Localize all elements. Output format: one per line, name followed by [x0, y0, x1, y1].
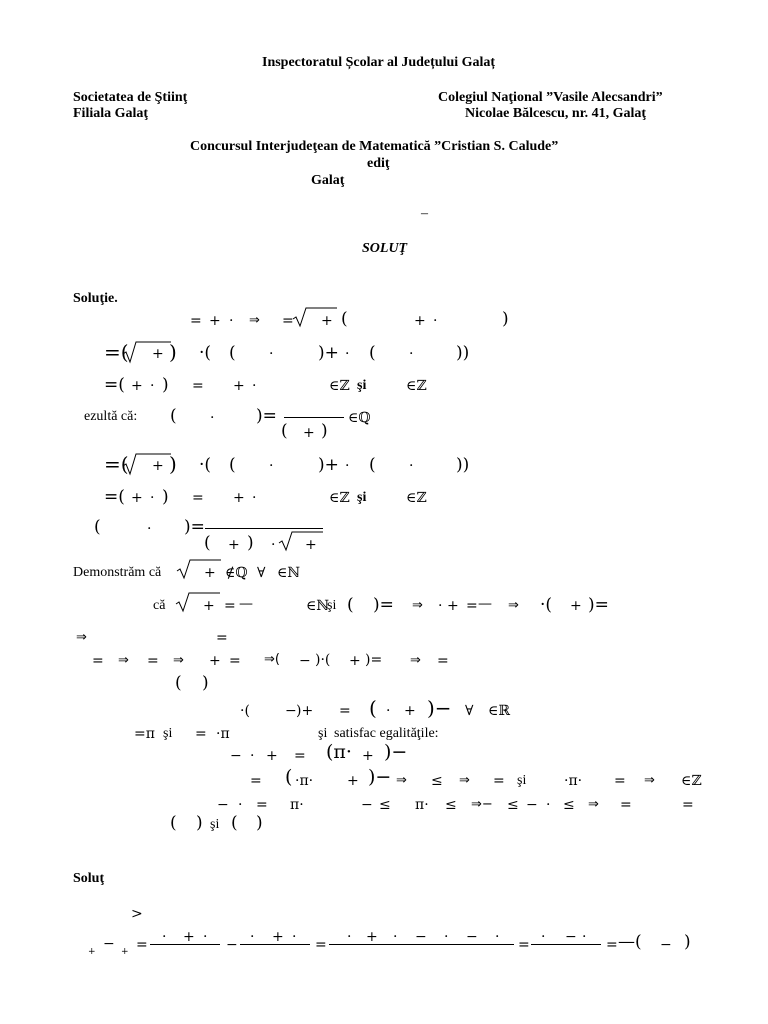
math-symbol: şi — [517, 773, 527, 788]
math-symbol: + — [272, 929, 284, 945]
math-symbol: ⇒ — [118, 653, 129, 668]
math-symbol: + — [321, 313, 333, 329]
math-symbol: + — [209, 653, 221, 669]
math-symbol: ⇒ — [644, 773, 655, 788]
math-symbol: ( — [369, 696, 377, 720]
math-symbol: =π — [134, 726, 155, 742]
math-symbol: · — [409, 346, 414, 362]
math-symbol: )− — [368, 766, 392, 788]
math-symbol: · — [150, 490, 155, 506]
contest-city: Galaţ — [311, 173, 345, 188]
math-symbol: ⇒( — [264, 652, 280, 667]
math-symbol: − — [217, 797, 229, 813]
math-symbol: + — [203, 598, 215, 614]
math-symbol: ≤ — [379, 797, 391, 813]
math-symbol: = — [620, 797, 632, 813]
solutions-title: SOLUŢ — [362, 241, 408, 256]
math-symbol: + — [233, 378, 245, 394]
math-symbol: ∈ℕ — [306, 598, 330, 614]
math-symbol: + — [347, 773, 359, 789]
math-symbol: − — [526, 797, 538, 813]
math-symbol: + — [404, 703, 416, 719]
math-symbol: că — [153, 598, 166, 613]
math-symbol: )+ — [318, 343, 339, 363]
math-symbol: — — [478, 596, 492, 612]
math-symbol: − — [103, 936, 115, 952]
math-symbol: − — [466, 929, 478, 945]
math-symbol: ≤ — [445, 797, 457, 813]
math-symbol: · — [210, 410, 215, 426]
math-symbol: ≤ — [563, 797, 575, 813]
math-symbol: ( — [170, 406, 177, 426]
sqrt-icon — [278, 530, 324, 552]
math-symbol: = — [190, 313, 202, 329]
math-symbol: ·π· — [564, 773, 583, 789]
math-symbol: + — [121, 947, 129, 957]
math-symbol: ) — [162, 487, 169, 507]
math-symbol: · — [541, 929, 546, 945]
math-symbol: = — [466, 598, 478, 614]
math-symbol: ( — [347, 595, 354, 615]
contest-title: Concursul Interjudeţean de Matematică ”Cristian S. Calude” — [190, 139, 559, 154]
inequality-symbol: > — [131, 906, 143, 922]
math-symbol: )= — [184, 517, 205, 537]
math-symbol: − — [230, 748, 242, 764]
math-symbol: ·( — [199, 343, 212, 363]
math-symbol: + — [152, 458, 164, 474]
math-symbol: = — [682, 797, 694, 813]
math-symbol: · — [409, 458, 414, 474]
math-symbol: ⇒− — [471, 797, 493, 812]
math-symbol: ( — [369, 455, 376, 475]
math-symbol: şi — [210, 817, 220, 832]
math-symbol: = — [493, 773, 505, 789]
math-symbol: · — [252, 378, 257, 394]
math-symbol: · — [250, 929, 255, 945]
math-symbol: − — [660, 937, 672, 953]
math-symbol: · — [150, 378, 155, 394]
math-symbol: ⇒ — [396, 773, 407, 788]
math-symbol: − — [415, 929, 427, 945]
math-symbol: )·( — [315, 652, 331, 668]
math-symbol: · — [347, 929, 352, 945]
math-symbol: π· — [415, 797, 429, 813]
math-symbol: · — [162, 929, 167, 945]
math-symbol: = — [147, 653, 159, 669]
math-symbol: ∈ℤ — [406, 490, 427, 506]
math-symbol: + — [183, 929, 195, 945]
math-symbol: − — [361, 797, 373, 813]
math-symbol: + — [209, 313, 221, 329]
math-symbol: = — [192, 490, 204, 506]
math-symbol: ) — [169, 340, 177, 364]
math-symbol: = — [315, 937, 327, 953]
math-symbol: şi — [163, 726, 173, 741]
math-symbol: · — [147, 521, 152, 537]
math-symbol: + — [447, 598, 459, 614]
math-symbol: = — [518, 937, 530, 953]
math-symbol: · — [229, 313, 234, 329]
math-symbol: ∈ℤ — [681, 773, 702, 789]
math-symbol: ∈ℤ — [406, 378, 427, 394]
math-symbol: · — [252, 490, 257, 506]
math-symbol: ∈ℚ — [348, 410, 371, 426]
sqrt-icon — [122, 340, 172, 364]
math-symbol: + — [414, 313, 426, 329]
math-symbol: =( — [104, 340, 129, 364]
math-symbol: · — [250, 748, 255, 764]
math-symbol: = — [339, 703, 351, 719]
math-symbol: · — [438, 598, 443, 614]
math-symbol: ⇒ — [76, 630, 87, 645]
math-symbol: ezultă că: — [84, 409, 138, 424]
math-symbol: − — [285, 703, 297, 719]
math-symbol: ) — [256, 813, 263, 833]
math-symbol: )) — [456, 455, 470, 475]
math-symbol: )= — [588, 595, 609, 615]
math-symbol: ⇒ — [508, 598, 519, 613]
grade-dash: – — [421, 206, 428, 221]
math-symbol: ( — [229, 343, 236, 363]
math-symbol: satisfac egalităţile: — [334, 726, 439, 741]
math-symbol: ) — [202, 673, 209, 693]
math-symbol: ) — [321, 421, 328, 441]
math-symbol: )= — [256, 406, 277, 426]
math-symbol: · — [386, 703, 391, 719]
math-symbol: şi — [318, 726, 328, 741]
math-symbol: ( — [94, 517, 101, 537]
math-symbol: = — [256, 797, 268, 813]
problem2-heading: Soluţ — [73, 871, 105, 886]
math-symbol: )+ — [318, 455, 339, 475]
math-symbol: ·( — [540, 595, 553, 615]
math-symbol: ) — [247, 533, 254, 553]
math-symbol: ·( — [240, 703, 250, 719]
math-symbol: )= — [373, 595, 394, 615]
math-symbol: = — [92, 653, 104, 669]
math-symbol: − — [299, 653, 311, 669]
math-symbol: · — [292, 929, 297, 945]
math-symbol: + — [303, 425, 315, 441]
math-symbol: ·( — [199, 455, 212, 475]
math-symbol: · — [238, 797, 243, 813]
math-symbol: ( — [369, 343, 376, 363]
inspectorate-title: Inspectoratul Școlar al Județului Galaț — [262, 55, 496, 70]
math-symbol: =( — [104, 452, 129, 476]
math-symbol: ( — [285, 766, 293, 788]
math-symbol: ( — [341, 309, 348, 329]
branch-name: Filiala Galaţ — [73, 106, 149, 121]
math-symbol: ⇒ — [412, 598, 423, 613]
math-symbol: )− — [427, 696, 452, 720]
math-symbol: = — [224, 598, 236, 614]
math-symbol: ⇒ — [459, 773, 470, 788]
math-symbol: ∈ℝ — [488, 703, 510, 719]
math-symbol: = — [250, 773, 262, 789]
math-symbol: · — [582, 929, 587, 945]
math-symbol: ·π — [216, 726, 230, 742]
math-symbol: − — [565, 929, 577, 945]
math-symbol: (π· — [326, 741, 352, 763]
math-symbol: = — [136, 937, 148, 953]
society-name: Societatea de Ştiinţ — [73, 90, 188, 105]
math-symbol: = — [282, 313, 294, 329]
math-symbol: ) — [169, 452, 177, 476]
math-symbol: ( — [229, 455, 236, 475]
problem1-heading: Soluţie. — [73, 291, 118, 306]
math-symbol: = — [192, 378, 204, 394]
math-symbol: ( — [231, 813, 238, 833]
math-symbol: ( — [281, 421, 288, 441]
math-symbol: ( — [175, 673, 182, 693]
math-symbol: = — [229, 653, 241, 669]
math-symbol: + — [233, 490, 245, 506]
math-symbol: ) — [684, 932, 691, 952]
math-symbol: + — [131, 378, 143, 394]
math-symbol: ( — [204, 533, 211, 553]
math-symbol: · — [269, 346, 274, 362]
math-symbol: ∈ℤ — [329, 378, 350, 394]
math-symbol: + — [362, 748, 374, 764]
college-address: Nicolae Bălcescu, nr. 41, Galaţ — [465, 106, 647, 121]
math-symbol: ⇒ — [410, 653, 421, 668]
math-symbol: ∀ — [465, 703, 474, 719]
math-symbol: · — [495, 929, 500, 945]
math-symbol: =( — [104, 375, 125, 395]
math-symbol: ⇒ — [588, 797, 599, 812]
math-symbol: + — [88, 947, 96, 957]
math-symbol: · — [433, 313, 438, 329]
math-symbol: ( — [170, 813, 177, 833]
math-symbol: ⇒ — [173, 653, 184, 668]
math-symbol: = — [195, 726, 207, 742]
math-symbol: π· — [290, 797, 304, 813]
math-symbol: ) — [196, 813, 203, 833]
math-symbol: + — [305, 537, 317, 553]
math-symbol: + — [131, 490, 143, 506]
math-symbol: )= — [365, 652, 383, 668]
sqrt-icon — [122, 452, 172, 476]
math-symbol: ∈ℕ — [277, 565, 301, 581]
math-symbol: şi — [357, 490, 367, 505]
math-symbol: şi — [357, 378, 367, 393]
math-symbol: · — [271, 537, 276, 553]
math-symbol: − — [226, 937, 238, 953]
math-symbol: + — [204, 565, 216, 581]
math-symbol: · — [444, 929, 449, 945]
math-symbol: + — [349, 653, 361, 669]
math-symbol: = — [216, 630, 228, 646]
math-symbol: ⇒ — [249, 313, 260, 328]
math-symbol: —( — [618, 932, 642, 952]
college-name: Colegiul Naţional ”Vasile Alecsandri” — [438, 90, 663, 105]
math-symbol: = — [294, 748, 306, 764]
math-symbol: )+ — [296, 703, 314, 719]
math-symbol: + — [570, 598, 582, 614]
math-symbol: ∀ — [257, 565, 266, 581]
math-symbol: = — [606, 937, 618, 953]
math-symbol: + — [152, 346, 164, 362]
math-symbol: + — [228, 537, 240, 553]
math-symbol: = — [614, 773, 626, 789]
math-symbol: + — [366, 929, 378, 945]
math-symbol: ·π· — [295, 773, 314, 789]
math-symbol: · — [393, 929, 398, 945]
math-symbol: şi — [327, 598, 337, 613]
math-symbol: ≤ — [431, 773, 443, 789]
math-symbol: ≤ — [507, 797, 519, 813]
math-symbol: Demonstrăm că — [73, 565, 162, 580]
math-symbol: · — [345, 458, 350, 474]
math-symbol: = — [437, 653, 449, 669]
math-symbol: · — [345, 346, 350, 362]
contest-edition: ediţ — [367, 156, 390, 171]
math-symbol: · — [269, 458, 274, 474]
math-symbol: — — [239, 596, 253, 612]
math-symbol: · — [546, 797, 551, 813]
math-symbol: )) — [456, 343, 470, 363]
math-symbol: ∈ℤ — [329, 490, 350, 506]
math-symbol: · — [203, 929, 208, 945]
math-symbol: + — [266, 748, 278, 764]
math-symbol: ) — [502, 309, 509, 329]
math-symbol: )− — [384, 741, 408, 763]
math-symbol: ) — [162, 375, 169, 395]
math-symbol: ∉ℚ — [225, 565, 248, 581]
math-symbol: =( — [104, 487, 125, 507]
